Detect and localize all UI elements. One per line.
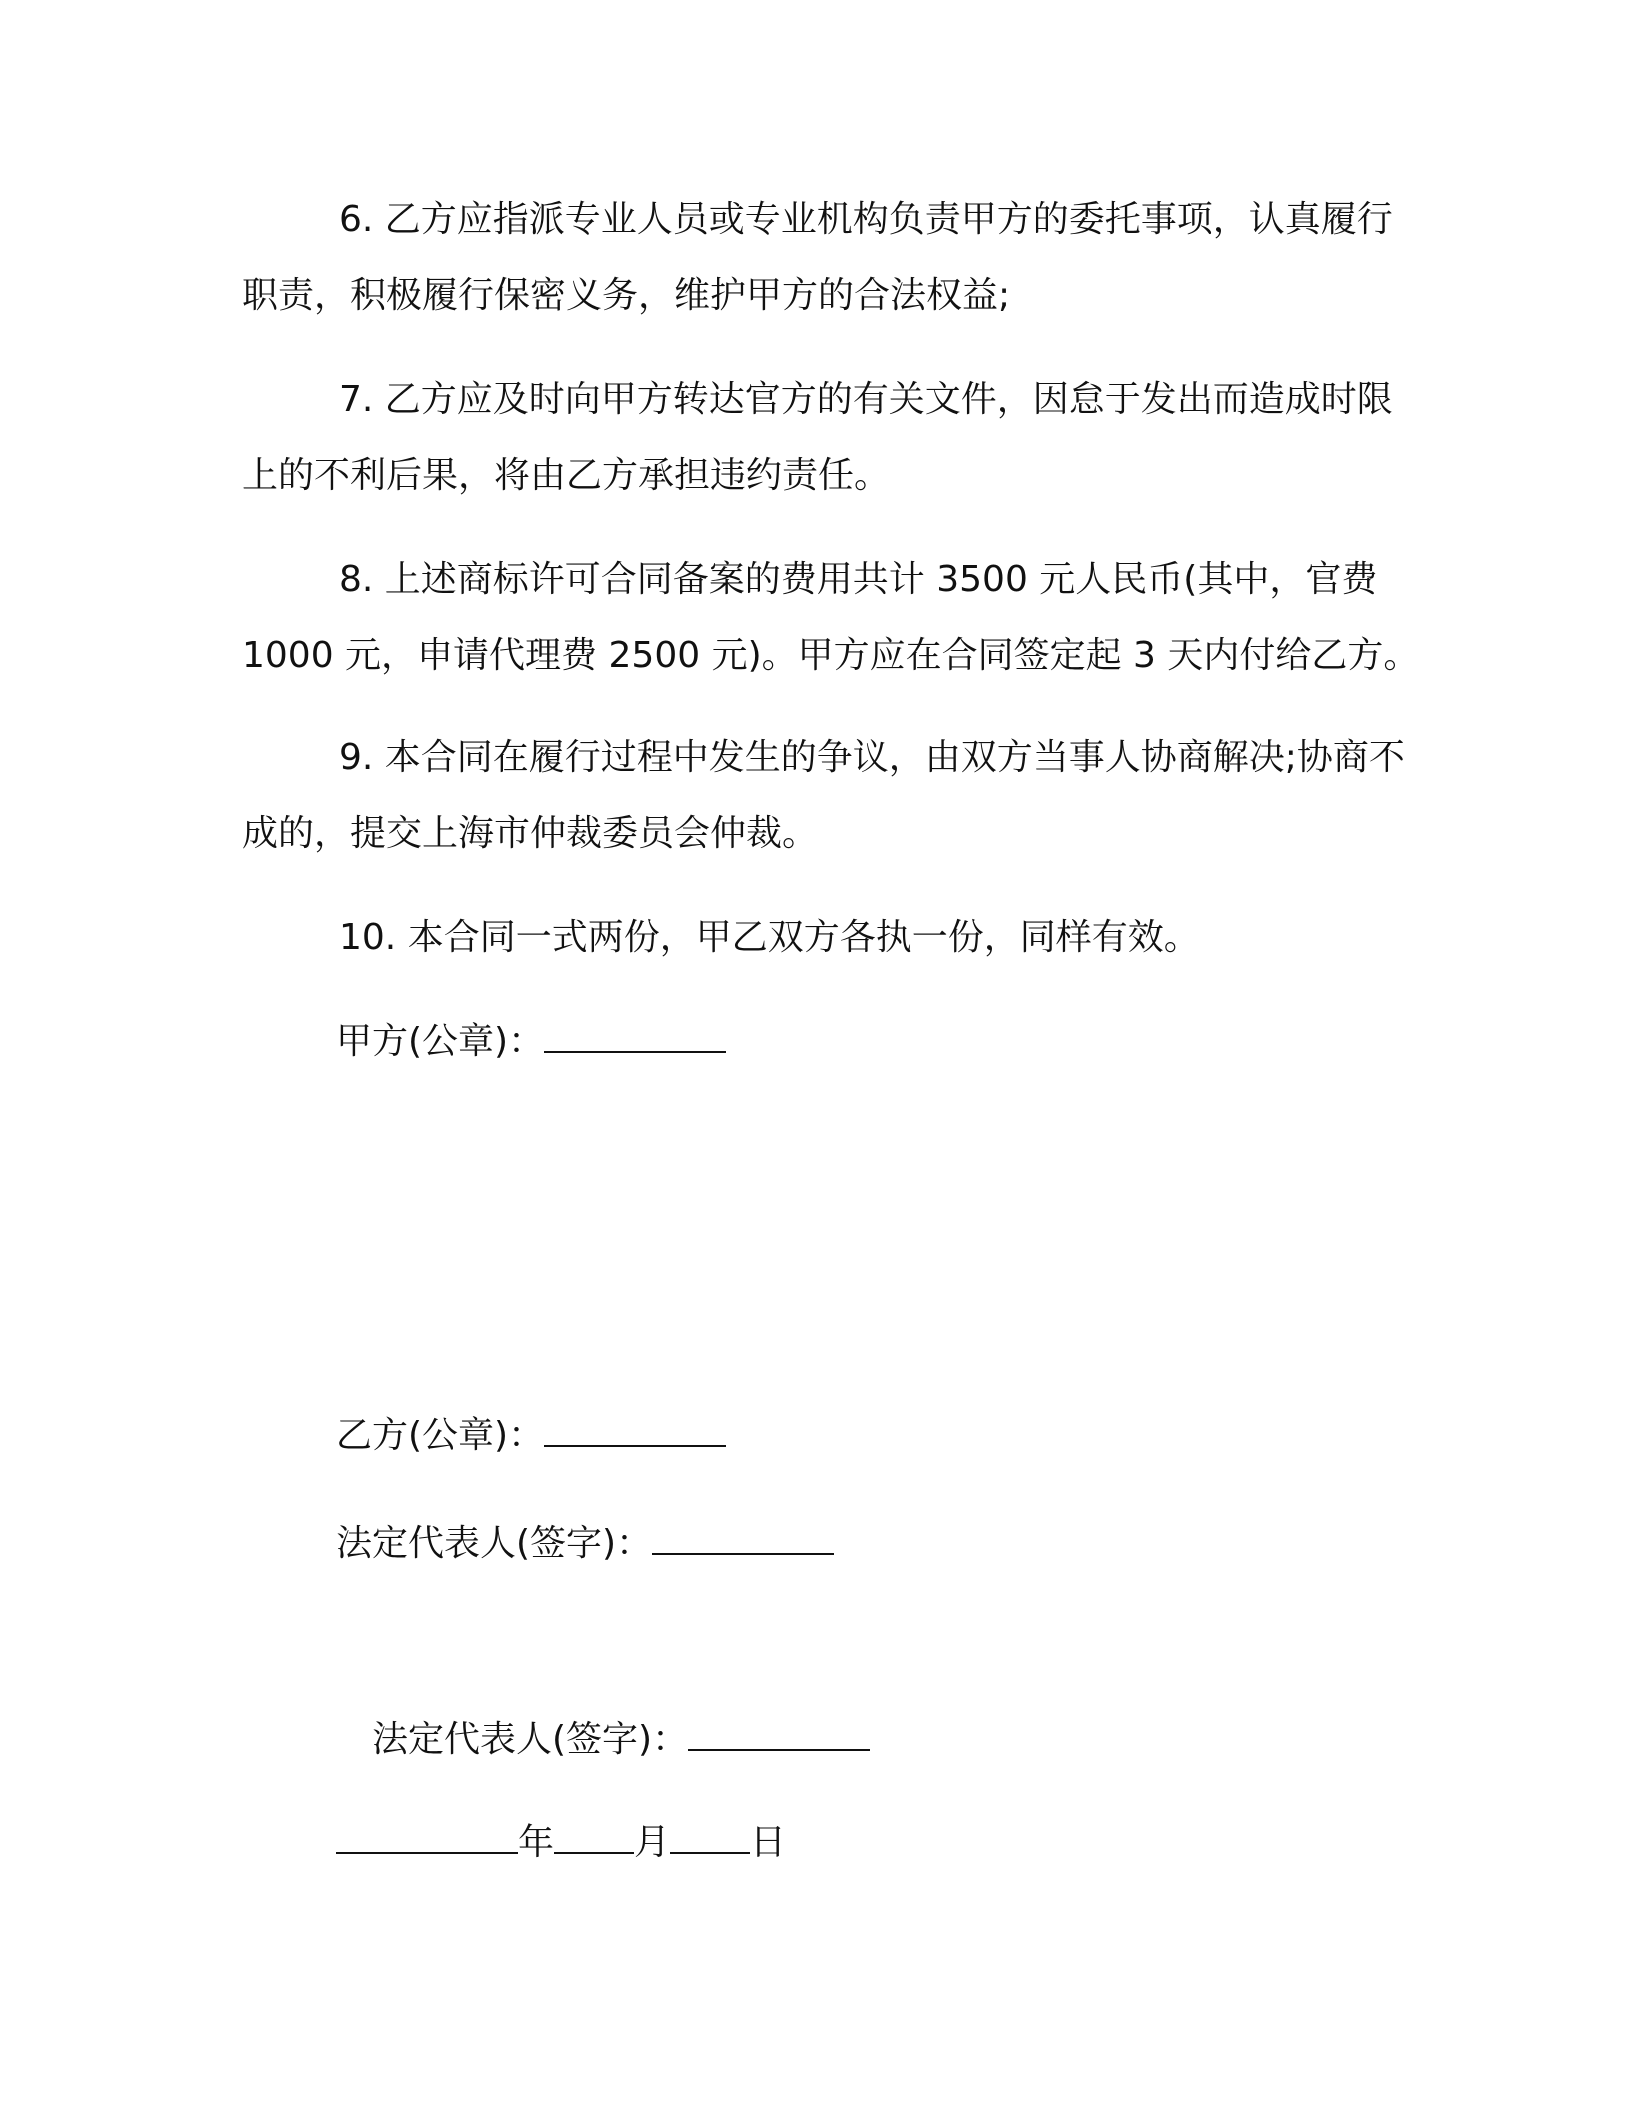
date-day-label: 日	[750, 1822, 787, 1863]
date-line	[336, 1818, 786, 1868]
date-year-blank	[336, 1818, 518, 1854]
date-year-label: 年	[518, 1822, 555, 1863]
date-month-label: 月	[634, 1822, 671, 1863]
party-a-seal-label: 甲方(公章)：	[336, 1021, 545, 1062]
legal-rep-1-label: 法定代表人(签字)：	[336, 1523, 653, 1564]
date-day-blank	[670, 1818, 750, 1854]
party-b-seal-line	[336, 1411, 726, 1461]
party-a-seal-blank	[544, 1017, 726, 1053]
legal-rep-2-blank	[688, 1715, 870, 1751]
party-b-seal-blank	[544, 1411, 726, 1447]
date-month-blank	[554, 1818, 634, 1854]
legal-rep-2-line	[372, 1715, 870, 1765]
clause-9: 9. 本合同在履行过程中发生的争议，由双方当事人协商解决;协商不成的，提交上海市仲裁委员会仲裁。	[242, 737, 1405, 854]
clause-10: 10. 本合同一式两份，甲乙双方各执一份，同样有效。	[339, 917, 1200, 958]
clause-6: 6. 乙方应指派专业人员或专业机构负责甲方的委托事项，认真履行职责，积极履行保密义务，维护甲方的合法权益;	[242, 199, 1393, 316]
legal-rep-2-label: 法定代表人(签字)：	[372, 1719, 689, 1760]
party-a-seal-line	[336, 1017, 726, 1067]
legal-rep-1-blank	[652, 1519, 834, 1555]
legal-rep-1-line	[336, 1519, 834, 1569]
clause-7: 7. 乙方应及时向甲方转达官方的有关文件，因怠于发出而造成时限上的不利后果，将由乙方承担违约责任。	[242, 379, 1393, 496]
party-b-seal-label: 乙方(公章)：	[336, 1415, 545, 1456]
clause-8: 8. 上述商标许可合同备案的费用共计 3500 元人民币(其中，官费 1000 元，申请代理费 2500 元)。甲方应在合同签定起 3 天内付给乙方。	[242, 559, 1420, 676]
